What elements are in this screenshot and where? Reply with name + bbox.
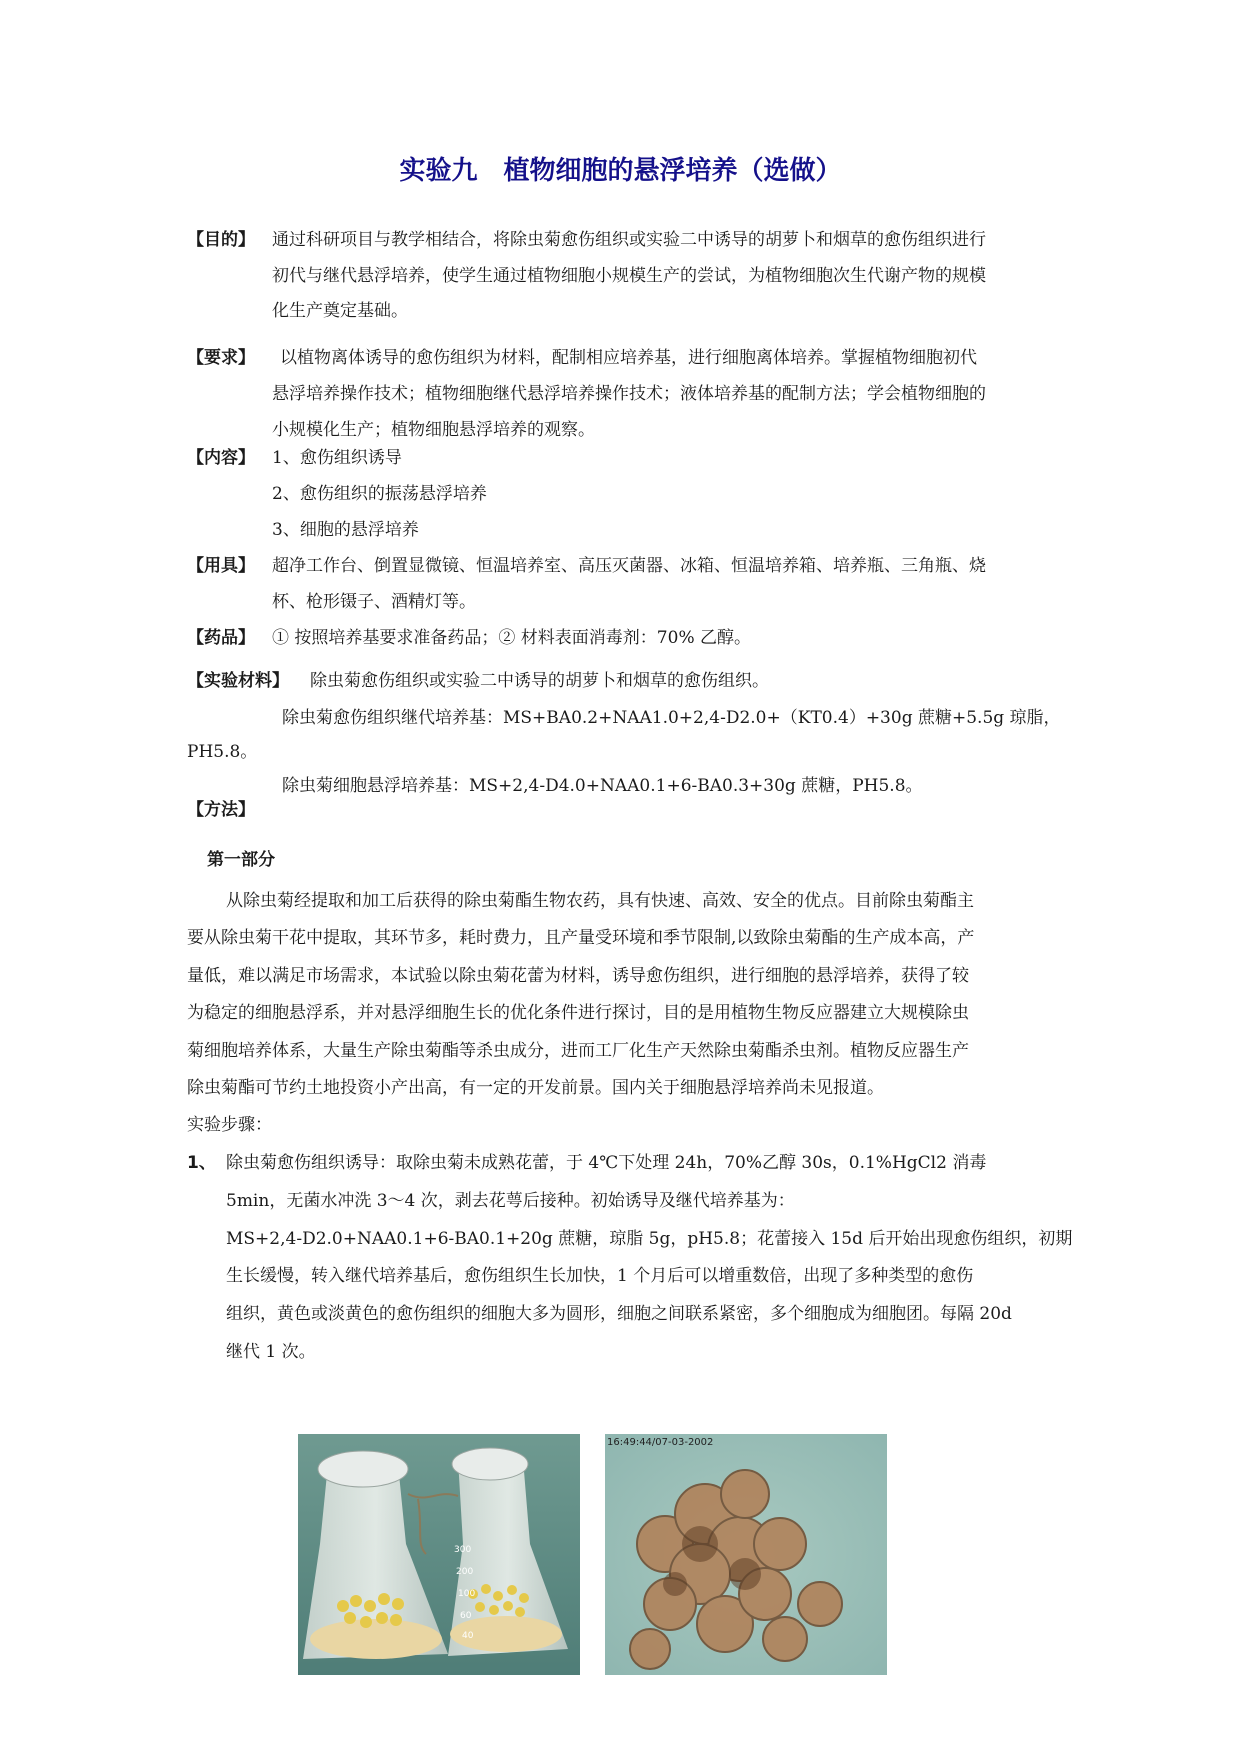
tools-line: 超净工作台、倒置显微镜、恒温培养室、高压灭菌器、冰箱、恒温培养箱、培养瓶、三角瓶、烧 — [272, 556, 986, 576]
purpose-line: 初代与继代悬浮培养，使学生通过植物细胞小规模生产的尝试，为植物细胞次生代谢产物的规模 — [272, 266, 986, 286]
flask-mark: 300 — [454, 1545, 472, 1555]
requirement-label: 【要求】 — [187, 348, 255, 368]
materials-text: 除虫菊愈伤组织或实验二中诱导的胡萝卜和烟草的愈伤组织。 — [310, 671, 769, 691]
method-label: 【方法】 — [187, 800, 255, 820]
medium-1: 除虫菊愈伤组织继代培养基：MS+BA0.2+NAA1.0+2,4-D2.0+（KT0.4）+30g 蔗糖+5.5g 琼脂， — [282, 708, 1061, 728]
flask-mark: 200 — [456, 1567, 474, 1577]
part1-paragraph-line: 要从除虫菊干花中提取，其环节多，耗时费力，且产量受环境和季节限制,以致除虫菊酯的生产成本高，产 — [187, 928, 975, 948]
flask-mark: 100 — [458, 1589, 476, 1599]
purpose-line: 化生产奠定基础。 — [272, 301, 408, 321]
content-label: 【内容】 — [187, 448, 255, 468]
requirement-line: 以植物离体诱导的愈伤组织为材料，配制相应培养基，进行细胞离体培养。掌握植物细胞初代 — [280, 348, 977, 368]
step1-line: 除虫菊愈伤组织诱导：取除虫菊未成熟花蕾，于 4℃下处理 24h，70%乙醇 30s，0.1%HgCl2 消毒 — [226, 1153, 987, 1173]
medium-1-cont: PH5.8。 — [187, 742, 258, 762]
micrograph-timestamp: 16:49:44/07-03-2002 — [607, 1437, 714, 1448]
step1-line: 组织，黄色或淡黄色的愈伤组织的细胞大多为圆形，细胞之间联系紧密，多个细胞成为细胞团。每隔 20d — [226, 1304, 1012, 1324]
step1-line: MS+2,4-D2.0+NAA0.1+6-BA0.1+20g 蔗糖，琼脂 5g，pH5.8；花蕾接入 15d 后开始出现愈伤组织，初期 — [226, 1229, 1073, 1249]
content-item: 2、愈伤组织的振荡悬浮培养 — [272, 484, 487, 504]
part1-paragraph-line: 从除虫菊经提取和加工后获得的除虫菊酯生物农药，具有快速、高效、安全的优点。目前除虫菊酯主 — [226, 891, 974, 911]
step1-line: 5min，无菌水冲洗 3～4 次，剥去花萼后接种。初始诱导及继代培养基为： — [226, 1191, 795, 1211]
part1-paragraph-line: 量低，难以满足市场需求，本试验以除虫菊花蕾为材料，诱导愈伤组织，进行细胞的悬浮培养，获得了较 — [187, 966, 969, 986]
tools-line: 杯、枪形镊子、酒精灯等。 — [272, 592, 476, 612]
step1-line: 继代 1 次。 — [226, 1342, 316, 1362]
part1-paragraph-line: 菊细胞培养体系，大量生产除虫菊酯等杀虫成分，进而工厂化生产天然除虫菊酯杀虫剂。植物反应器生产 — [187, 1041, 969, 1061]
requirement-line: 小规模化生产；植物细胞悬浮培养的观察。 — [272, 420, 595, 440]
part1-paragraph-line: 除虫菊酯可节约土地投资小产出高，有一定的开发前景。国内关于细胞悬浮培养尚未见报道。 — [187, 1078, 884, 1098]
drugs-text: ① 按照培养基要求准备药品；② 材料表面消毒剂：70% 乙醇。 — [272, 628, 751, 648]
purpose-label: 【目的】 — [187, 230, 255, 250]
step-number: 1、 — [187, 1153, 216, 1173]
part1-paragraph-line: 为稳定的细胞悬浮系，并对悬浮细胞生长的优化条件进行探讨，目的是用植物生物反应器建立大规模除虫 — [187, 1003, 969, 1023]
part1-heading: 第一部分 — [207, 850, 275, 870]
content-item: 1、愈伤组织诱导 — [272, 448, 402, 468]
cell-micrograph-photo — [605, 1434, 887, 1675]
flask-mark: 60 — [460, 1611, 472, 1621]
purpose-line: 通过科研项目与教学相结合，将除虫菊愈伤组织或实验二中诱导的胡萝卜和烟草的愈伤组织进行 — [272, 230, 986, 250]
drugs-label: 【药品】 — [187, 628, 255, 648]
flask-mark: 40 — [462, 1631, 474, 1641]
page-title: 实验九 植物细胞的悬浮培养（选做） — [399, 156, 842, 186]
steps-label: 实验步骤： — [187, 1115, 272, 1135]
step1-line: 生长缓慢，转入继代培养基后，愈伤组织生长加快，1 个月后可以增重数倍，出现了多种类型的愈伤 — [226, 1266, 974, 1286]
tools-label: 【用具】 — [187, 556, 255, 576]
materials-label: 【实验材料】 — [187, 671, 289, 691]
requirement-line: 悬浮培养操作技术；植物细胞继代悬浮培养操作技术；液体培养基的配制方法；学会植物细胞的 — [272, 384, 986, 404]
content-item: 3、细胞的悬浮培养 — [272, 520, 419, 540]
callus-flask-photo — [298, 1434, 580, 1675]
medium-2: 除虫菊细胞悬浮培养基：MS+2,4-D4.0+NAA0.1+6-BA0.3+30g 蔗糖，PH5.8。 — [282, 776, 923, 796]
